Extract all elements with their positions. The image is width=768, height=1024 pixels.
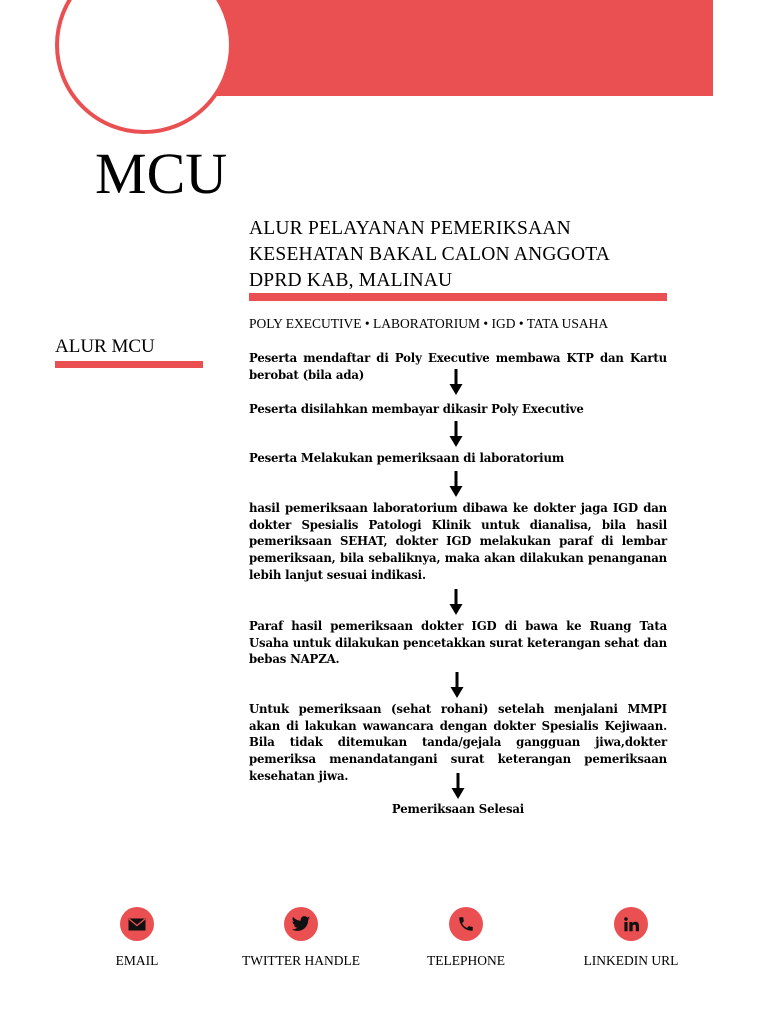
contact-label: TELEPHONE (427, 953, 505, 968)
page-title (249, 216, 669, 294)
header-banner (190, 0, 713, 96)
contact-label: TWITTER HANDLE (241, 953, 361, 968)
title-line: KESEHATAN BAKAL CALON ANGGOTA (249, 244, 611, 265)
contact-label: LINKEDIN URL (583, 953, 679, 968)
down-arrow-icon (449, 470, 463, 498)
flow-step-final: Pemeriksaan Selesai (391, 802, 525, 816)
flow-step-2: Peserta disilahkan membayar dikasir Poly Executive (249, 402, 584, 416)
down-arrow-icon (450, 671, 464, 699)
flow-step-4: hasil pemeriksaan laboratorium dibawa ke dokter jaga IGD dan dokter Spesialis Patologi Klinik untuk dianalisa, bila hasil pemeriksaan SEHAT, dokter IGD melakukan paraf di lembar pemeriksaan, bila sebaliknya, maka akan dilakukan penanganan lebih lanjut sesuai indikasi. (249, 501, 667, 582)
monogram: MCU (95, 141, 228, 206)
linkedin-icon[interactable] (614, 907, 648, 941)
title-divider (249, 293, 667, 301)
contact-label: EMAIL (115, 953, 159, 968)
sidebar-heading: ALUR MCU (55, 336, 155, 357)
subtitle: POLY EXECUTIVE • LABORATORIUM • IGD • TATA USAHA (249, 316, 609, 331)
contact-telephone[interactable] (396, 907, 536, 969)
title-line: DPRD KAB, MALINAU (249, 270, 453, 291)
down-arrow-icon (451, 772, 465, 800)
contact-twitter[interactable] (231, 907, 371, 969)
contact-email[interactable] (67, 907, 207, 969)
flow-step-5: Paraf hasil pemeriksaan dokter IGD di bawa ke Ruang Tata Usaha untuk dilakukan pencetakkan surat keterangan sehat dan bebas NAPZA. (249, 619, 667, 667)
flow-step-6: Untuk pemeriksaan (sehat rohani) setelah menjalani MMPI akan di lakukan wawancara dengan dokter Spesialis Kejiwaan. Bila tidak ditemukan tanda/gejala gangguan jiwa,dokter pemeriksa menandatangani surat keterangan pemeriksaan kesehatan jiwa. (249, 702, 667, 783)
down-arrow-icon (449, 368, 463, 396)
twitter-icon[interactable] (284, 907, 318, 941)
email-icon[interactable] (120, 907, 154, 941)
down-arrow-icon (449, 420, 463, 448)
flow-step-1: Peserta mendaftar di Poly Executive membawa KTP dan Kartu berobat (bila ada) (249, 351, 667, 382)
telephone-icon[interactable] (449, 907, 483, 941)
title-line: ALUR PELAYANAN PEMERIKSAAN (249, 218, 571, 239)
profile-circle (55, 0, 233, 134)
sidebar-divider (55, 361, 203, 368)
contact-linkedin[interactable] (561, 907, 701, 969)
flow-step-3: Peserta Melakukan pemeriksaan di laboratorium (249, 451, 565, 465)
down-arrow-icon (449, 588, 463, 616)
